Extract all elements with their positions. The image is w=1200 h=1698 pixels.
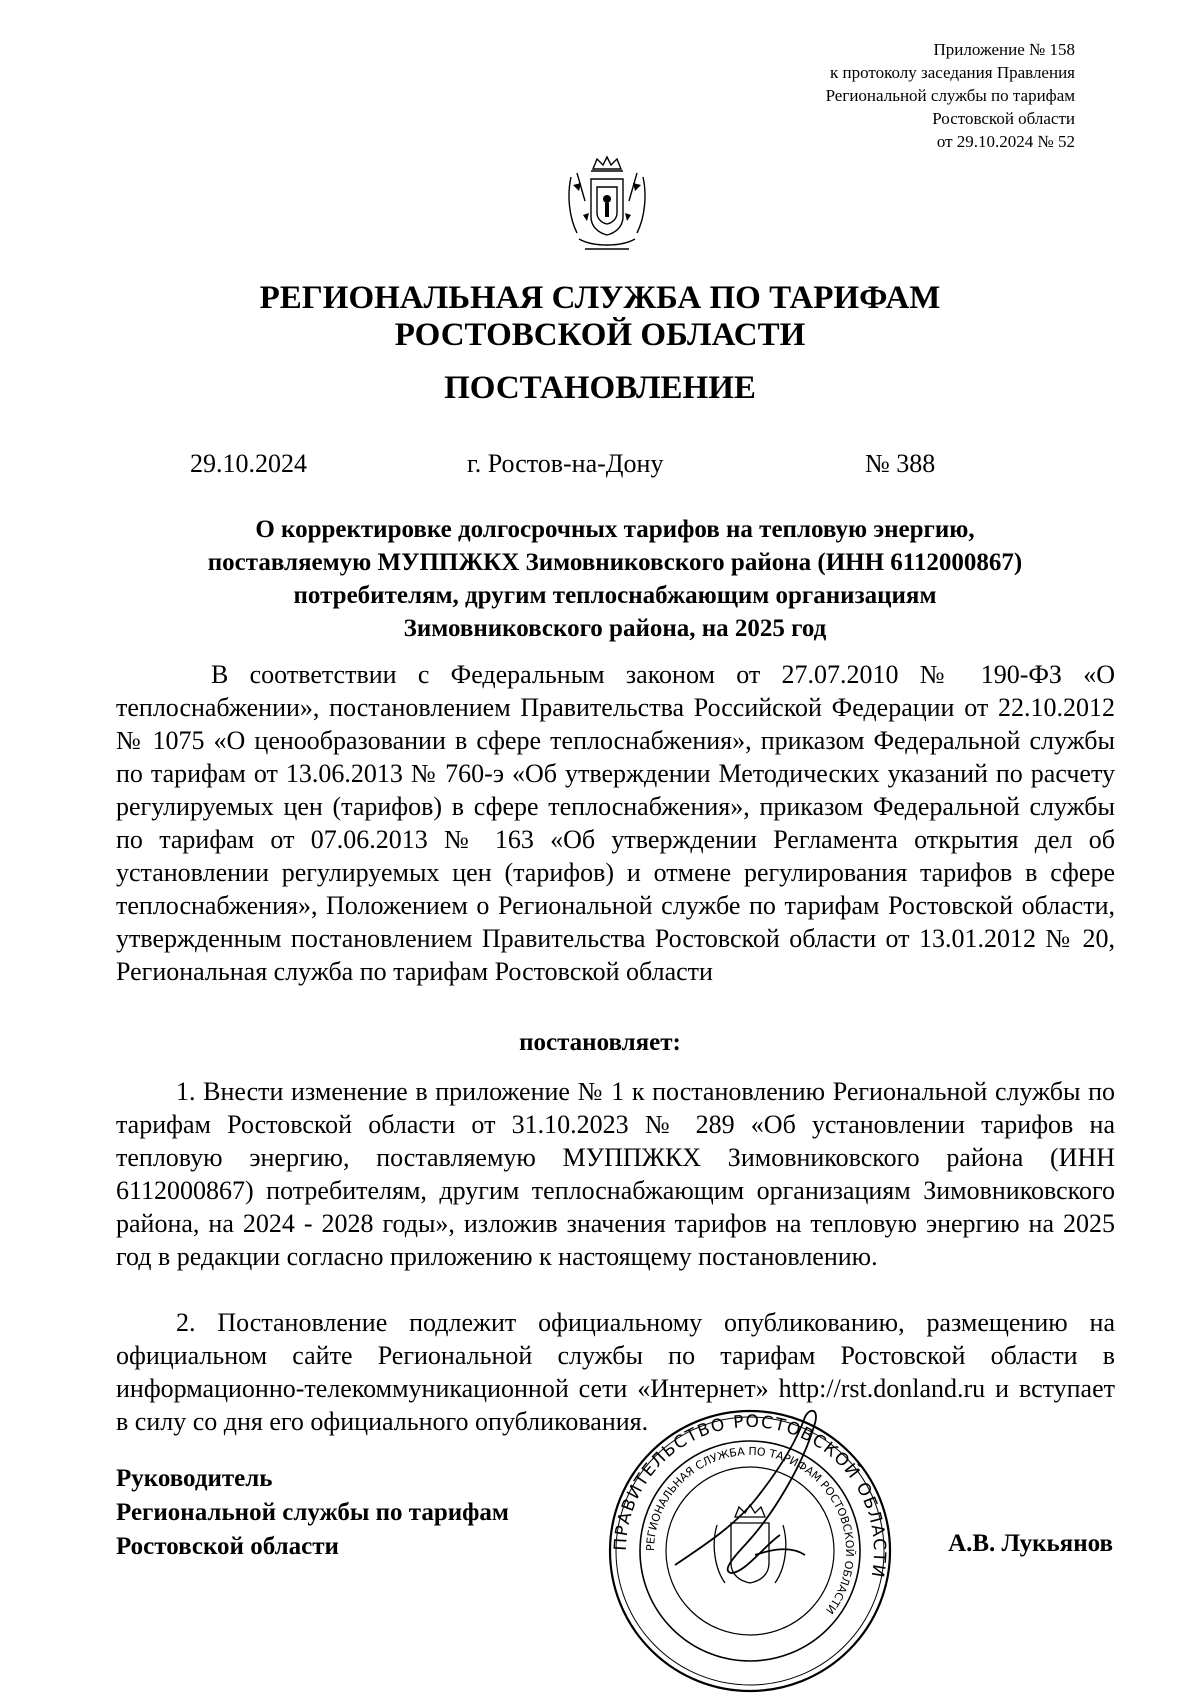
agency-name-line: РЕГИОНАЛЬНАЯ СЛУЖБА ПО ТАРИФАМ (259, 280, 941, 316)
appendix-line: к протоколу заседания Правления (830, 63, 1075, 82)
appendix-line: Региональной службы по тарифам (825, 86, 1075, 105)
document-city: г. Ростов-на-Дону (467, 449, 664, 478)
appendix-line: Ростовской области (932, 109, 1075, 128)
official-seal-icon (605, 1405, 895, 1698)
subject-line: Зимовниковского района, на 2025 год (403, 615, 827, 642)
appendix-note (675, 38, 1075, 153)
decree-item-1: 1. Внести изменение в приложение № 1 к постановлению Региональной службы по тарифам Ростовской области от 31.10.2023 № 289 «Об установлении тарифов на тепловую энергию, поставляемую МУППЖКХ Зимовниковского района (ИНН 6112000867) потребителям, другим теплоснабжающим организациям Зимовниковского района, на 2024 - 2028 годы», изложив значения тарифов на тепловую энергию на 2025 год в редакции согласно приложению к настоящему постановлению. (116, 1077, 1115, 1271)
subject-line: потребителям, другим теплоснабжающим организациям (293, 582, 937, 609)
preamble-paragraph: В соответствии с Федеральным законом от 27.07.2010 № 190-ФЗ «О теплоснабжении», постановлением Правительства Российской Федерации от 22.10.2012 № 1075 «О ценообразовании в сфере теплоснабжения», приказом Федеральной службы по тарифам от 13.06.2013 № 760-э «Об утверждении Методических указаний по расчету регулируемых цен (тарифов) в сфере теплоснабжения», приказом Федеральной службы по тарифам от 07.06.2013 № 163 «Об утверждении Регламента открытия дел об установлении регулируемых цен (тарифов) и отмене регулирования тарифов в сфере теплоснабжения», Положением о Региональной службе по тарифам Ростовской области, утвержденным постановлением Правительства Ростовской области от 13.01.2012 № 20, Региональная служба по тарифам Ростовской области (116, 660, 1115, 986)
coat-of-arms-icon (563, 155, 651, 258)
document-number: № 388 (865, 449, 936, 478)
seal-inner-text: РЕГИОНАЛЬНАЯ СЛУЖБА ПО ТАРИФАМ РОСТОВСКОЙ ОБЛАСТИ (643, 1444, 857, 1617)
signer-title-line: Руководитель (116, 1465, 273, 1492)
decree-item-2: 2. Постановление подлежит официальному опубликованию, размещению на официальном сайте Региональной службы по тарифам Ростовской области в информационно-телекоммуникационной сети «Интернет» http://rst.donland.ru и вступает в силу со дня его официального опубликования. (116, 1308, 1115, 1436)
appendix-line: от 29.10.2024 № 52 (936, 132, 1075, 151)
signer-title-line: Ростовской области (116, 1533, 339, 1560)
signer-name: А.В. Лукьянов (948, 1530, 1113, 1557)
decrees-label: постановляет: (519, 1029, 681, 1056)
document-type: ПОСТАНОВЛЕНИЕ (444, 370, 756, 406)
seal-outer-text: ПРАВИТЕЛЬСТВО РОСТОВСКОЙ ОБЛАСТИ (610, 1411, 890, 1581)
subject-line: поставляемую МУППЖКХ Зимовниковского района (ИНН 6112000867) (207, 549, 1023, 576)
document-subject (120, 513, 1110, 645)
agency-name (0, 280, 1200, 354)
subject-line: О корректировке долгосрочных тарифов на тепловую энергию, (255, 516, 975, 543)
signer-title (116, 1462, 509, 1564)
agency-name-line: РОСТОВСКОЙ ОБЛАСТИ (394, 317, 806, 353)
appendix-line: Приложение № 158 (933, 40, 1075, 59)
signer-title-line: Региональной службы по тарифам (116, 1499, 509, 1526)
document-date: 29.10.2024 (190, 449, 307, 478)
